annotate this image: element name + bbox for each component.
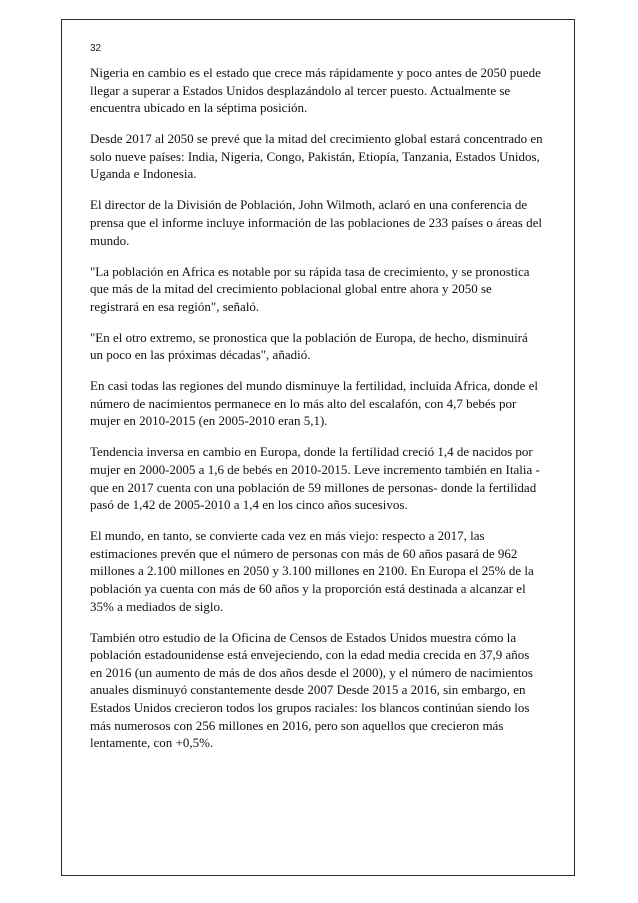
paragraph: En casi todas las regiones del mundo disminuye la fertilidad, incluida Africa, donde el número de nacimientos permanece en lo más alto del escalafón, con 4,7 bebés por mujer en 2010-2015 (en 2005-2010 eran 5,1). — [90, 378, 539, 429]
document-body — [90, 64, 544, 752]
paragraph: Desde 2017 al 2050 se prevé que la mitad del crecimiento global estará concentrado en solo nueve países: India, Nigeria, Congo, Pakistán, Etiopía, Tanzania, Estados Unidos, Uganda e Indonesia. — [90, 131, 543, 182]
paragraph: "En el otro extremo, se pronostica que la población de Europa, de hecho, disminuirá un poco en las próximas décadas", añadió. — [90, 329, 528, 363]
paragraph: "La población en Africa es notable por su rápida tasa de crecimiento, y se pronostica que más de la mitad del crecimiento poblacional global entre ahora y 2050 se registrará en esa región", señaló. — [90, 263, 530, 314]
paragraph: Tendencia inversa en cambio en Europa, donde la fertilidad creció 1,4 de nacidos por mujer en 2000-2005 a 1,6 de bebés en 2010-2015. Leve incremento también en Italia -que en 2017 cuenta con una población de 59 millones de personas- donde la fertilidad pasó de 1,42 de 2005-2010 a 1,4 en los cinco años sucesivos. — [90, 444, 540, 513]
paragraph: El director de la División de Población, John Wilmoth, aclaró en una conferencia de prensa que el informe incluye información de las poblaciones de 233 países o áreas del mundo. — [90, 197, 542, 248]
paragraph: El mundo, en tanto, se convierte cada vez en más viejo: respecto a 2017, las estimaciones prevén que el número de personas con más de 60 años pasará de 962 millones a 2.100 millones en 2050 y 3.100 millones en 2100. En Europa el 25% de la población ya cuenta con más de 60 años y la proporción está destinada a alcanzar el 35% a mediados de siglo. — [90, 528, 534, 614]
paragraph: Nigeria en cambio es el estado que crece más rápidamente y poco antes de 2050 puede llegar a superar a Estados Unidos desplazándolo al tercer puesto. Actualmente se encuentra ubicado en la séptima posición. — [90, 65, 541, 116]
paragraph: También otro estudio de la Oficina de Censos de Estados Unidos muestra cómo la población estadounidense está envejeciendo, con la edad media crecida en 37,9 años en 2016 (un aumento de más de dos años desde el 2000), y el número de nacimientos anuales disminuyó constantemente desde 2007 Desde 2015 a 2016, sin embargo, en Estados Unidos crecieron todos los grupos raciales: los blancos continúan siendo los más numerosos con 256 millones en 2016, pero son aquellos que crecieron más lentamente, con +0,5%. — [90, 629, 533, 751]
page-number: 32 — [90, 43, 102, 54]
